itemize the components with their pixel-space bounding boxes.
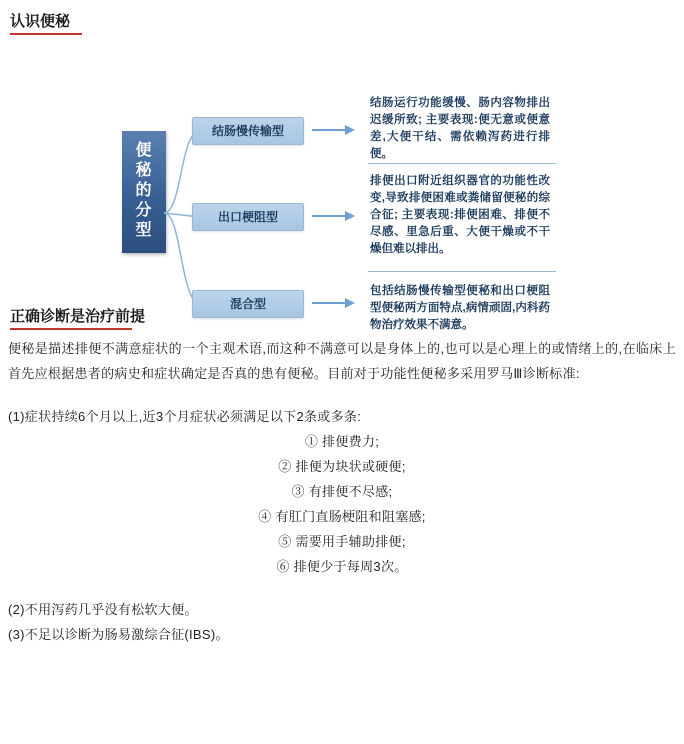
diagram-title-box xyxy=(122,131,166,253)
diagram-desc-mixed: 包括结肠慢传输型便秘和出口梗阻型便秘两方面特点,病情顽固,内科药物治疗效果不满意。 xyxy=(370,285,550,331)
diagram-title-char-2: 的 xyxy=(135,182,153,199)
section-heading-1-text: 认识便秘 xyxy=(10,13,71,30)
diagram-node-outlet-obstruction: 出口梗阻型 xyxy=(192,203,304,231)
criteria-item-5: ⑤ 需要用手辅助排便; xyxy=(278,534,406,549)
criteria-item-1: ① 排便费力; xyxy=(304,434,380,449)
diagram-node-slow-transit: 结肠慢传输型 xyxy=(192,117,304,145)
diagram-desc-slow-transit: 结肠运行功能缓慢、肠内容物排出迟缓所致; 主要表现:便无意或便意差,大便干结、需依赖泻药进行排便。 xyxy=(370,97,550,160)
diagram-node-mixed: 混合型 xyxy=(192,290,304,318)
section-heading-1 xyxy=(0,10,684,35)
arrow-icon-1 xyxy=(312,211,358,221)
diagram-title-char-4: 型 xyxy=(135,222,153,239)
criteria-item-3: ③ 有排便不尽感; xyxy=(291,484,393,499)
section-heading-2 xyxy=(0,305,684,330)
section-heading-2-text: 正确诊断是治疗前提 xyxy=(10,308,146,325)
diagram-title-char-1: 秘 xyxy=(135,162,153,179)
document-page xyxy=(0,10,684,744)
diagram-title-char-3: 分 xyxy=(135,202,153,219)
criteria-item-6: ⑥ 排便少于每周3次。 xyxy=(276,559,408,574)
criteria-2: (2)不用泻药几乎没有松软大便。 xyxy=(8,602,198,617)
diagram-title-char-0: 便 xyxy=(135,142,153,159)
criteria-item-2: ② 排便为块状或硬便; xyxy=(278,459,406,474)
diagram-divider-1 xyxy=(368,271,556,272)
criteria-3: (3)不足以诊断为肠易激综合征(IBS)。 xyxy=(8,627,229,642)
intro-paragraph: 便秘是描述排便不满意症状的一个主观术语,而这种不满意可以是身体上的,也可以是心理上的或情绪上的,在临床上首先应根据患者的病史和症状确定是否真的患有便秘。目前对于功能性便秘多采用罗马Ⅲ诊断标准: xyxy=(8,341,676,381)
heading-underline-1 xyxy=(10,33,82,35)
criteria-item-4: ④ 有肛门直肠梗阻和阻塞感; xyxy=(258,509,426,524)
diagram-divider-0 xyxy=(368,163,556,164)
heading-underline-2 xyxy=(10,328,132,330)
criteria-intro: (1)症状持续6个月以上,近3个月症状必须满足以下2条或多条: xyxy=(8,409,362,424)
diagram-desc-outlet-obstruction: 排便出口附近组织器官的功能性改变,导致排便困难或粪储留便秘的综合征; 主要表现:排便困难、排便不尽感、里急后重、大便干燥或不干燥但难以排出。 xyxy=(370,175,550,255)
arrow-icon-0 xyxy=(312,125,358,135)
